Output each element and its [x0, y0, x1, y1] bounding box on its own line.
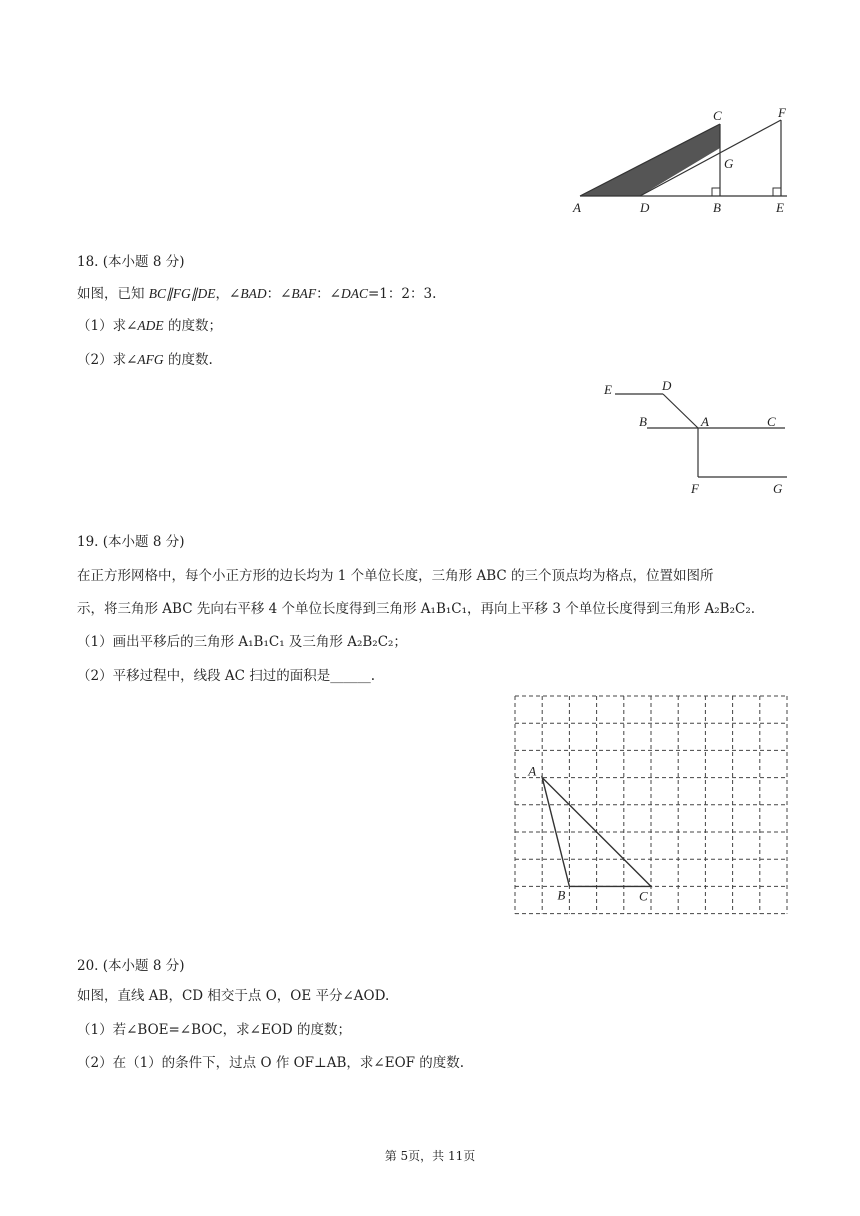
q18-stem: 如图，已知 BC∥FG∥DE，∠BAD：∠BAF：∠DAC=1：2：3.	[77, 286, 437, 302]
figure-18	[595, 372, 800, 502]
q20-part2: （2）在（1）的条件下，过点 O 作 OF⊥AB，求∠EOF 的度数.	[77, 1055, 465, 1071]
q19-line1: 在正方形网格中，每个小正方形的边长均为 1 个单位长度，三角形 ABC 的三个顶点均为格点，位置如图所	[77, 568, 714, 584]
label-B: B	[557, 887, 566, 903]
label-G: G	[724, 156, 734, 171]
label-D: D	[662, 378, 672, 393]
q19-header: 19. (本小题 8 分)	[77, 534, 185, 550]
label-E: E	[776, 200, 784, 215]
label-F: F	[778, 105, 786, 120]
q20-line1: 如图，直线 AB，CD 相交于点 O，OE 平分∠AOD.	[77, 988, 390, 1004]
label-F: F	[691, 481, 699, 496]
q18-part1: （1）求∠ADE 的度数；	[77, 318, 222, 334]
q18-part2: （2）求∠AFG 的度数.	[77, 352, 213, 368]
label-B: B	[639, 414, 647, 429]
q19-part1: （1）画出平移后的三角形 A₁B₁C₁ 及三角形 A₂B₂C₂；	[77, 634, 407, 650]
q20-header: 20. (本小题 8 分)	[77, 958, 185, 974]
label-A: A	[573, 200, 581, 215]
label-C: C	[767, 414, 776, 429]
figure-17	[560, 100, 800, 220]
label-A: A	[701, 414, 709, 429]
label-C: C	[639, 888, 648, 904]
label-A: A	[528, 763, 537, 779]
page-footer: 第 5页，共 11页	[384, 1149, 476, 1163]
label-C: C	[713, 108, 722, 123]
q19-part2: （2）平移过程中，线段 AC 扫过的面积是______.	[77, 668, 376, 684]
q18-header: 18. (本小题 8 分)	[77, 254, 185, 270]
label-B: B	[713, 200, 721, 215]
label-G: G	[773, 481, 783, 496]
grid-figure-19	[505, 688, 797, 920]
q19-line2: 示，将三角形 ABC 先向右平移 4 个单位长度得到三角形 A₁B₁C₁，再向上平移 3 个单位长度得到三角形 A₂B₂C₂.	[77, 601, 756, 617]
q20-part1: （1）若∠BOE=∠BOC，求∠EOD 的度数；	[77, 1022, 352, 1038]
label-D: D	[640, 200, 650, 215]
label-E: E	[604, 382, 612, 397]
